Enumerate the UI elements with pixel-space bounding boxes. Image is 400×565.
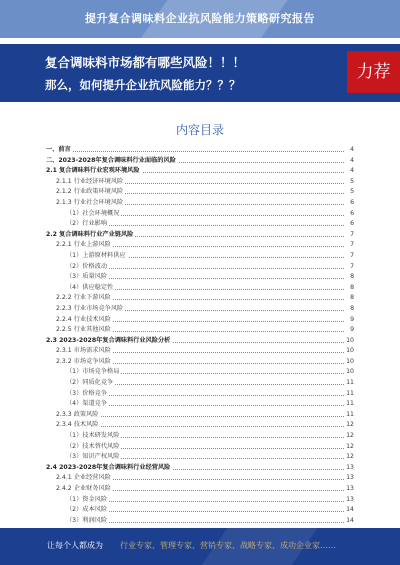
toc-entry-title: （2）行业影响 (46, 219, 109, 230)
toc-entry-page: 7 (348, 230, 354, 241)
footer-roles: 行业专家、管理专家、营销专家、战略专家、成功企业家…… (120, 541, 336, 550)
toc-entry[interactable] (46, 177, 354, 188)
toc-entry[interactable] (46, 262, 354, 273)
toc-entry-title: 2.1 复合调味料行业宏观环境风险 (46, 166, 142, 177)
toc-entry-title: 二、2023-2028年复合调味料行业面临的风险 (46, 156, 178, 167)
toc-entry-page: 4 (348, 145, 354, 156)
toc-entry[interactable] (46, 357, 354, 368)
toc-entry-title: 2.3.1 市场需求风险 (46, 346, 113, 357)
toc-entry-page: 8 (348, 272, 354, 283)
toc-entry[interactable] (46, 336, 354, 347)
toc-entry-title: （3）价格竞争 (46, 389, 109, 400)
toc-entry-page: 11 (344, 399, 354, 410)
toc-entry-page: 14 (344, 516, 354, 527)
toc-entry[interactable] (46, 145, 354, 156)
toc-entry-page: 7 (348, 262, 354, 273)
toc-entry-page: 9 (348, 325, 354, 336)
toc-entry-title: 2.1.2 行业政策环境风险 (46, 187, 125, 198)
recommend-badge: 力荐 (347, 51, 400, 93)
toc-entry-title: 2.4.1 企业经营风险 (46, 473, 113, 484)
toc-entry-page: 11 (344, 389, 354, 400)
toc-entry[interactable] (46, 240, 354, 251)
toc-entry[interactable] (46, 272, 354, 283)
toc-entry-title: （1）社会环境概况 (46, 209, 121, 220)
footer-slogan: 让每个人都成为 (47, 541, 103, 550)
toc-entry[interactable] (46, 209, 354, 220)
toc-entry-page: 4 (348, 156, 354, 167)
toc-entry[interactable] (46, 431, 354, 442)
toc-entry[interactable] (46, 399, 354, 410)
report-title: 提升复合调味料企业抗风险能力策略研究报告 (85, 12, 315, 25)
toc-entry[interactable] (46, 346, 354, 357)
toc-entry-page: 6 (348, 219, 354, 230)
toc-entry[interactable] (46, 315, 354, 326)
table-of-contents (46, 145, 354, 526)
toc-entry-page: 6 (348, 209, 354, 220)
toc-entry[interactable] (46, 251, 354, 262)
toc-entry-title: 2.3 2023-2028年复合调味料行业风险分析 (46, 336, 172, 347)
toc-entry-page: 12 (344, 431, 354, 442)
toc-entry[interactable] (46, 283, 354, 294)
toc-entry-page: 13 (344, 495, 354, 506)
toc-entry-title: （4）渠道竞争 (46, 399, 109, 410)
toc-entry[interactable] (46, 389, 354, 400)
toc-entry-page: 10 (344, 336, 354, 347)
toc-entry-page: 13 (344, 473, 354, 484)
toc-entry[interactable] (46, 325, 354, 336)
toc-entry[interactable] (46, 495, 354, 506)
toc-entry[interactable] (46, 156, 354, 167)
toc-entry-page: 12 (344, 442, 354, 453)
toc-entry-title: 2.2.2 行业下游风险 (46, 293, 113, 304)
toc-entry[interactable] (46, 166, 354, 177)
toc-entry-page: 9 (348, 315, 354, 326)
toc-leader-dots (46, 151, 344, 152)
toc-entry-title: 2.4 2023-2028年复合调味料行业经营风险 (46, 463, 172, 474)
toc-entry-page: 5 (348, 187, 354, 198)
toc-entry[interactable] (46, 442, 354, 453)
toc-entry-title: （4）供应稳定性 (46, 283, 115, 294)
toc-entry-title: 2.3.4 技术风险 (46, 420, 100, 431)
toc-entry-page: 5 (348, 177, 354, 188)
toc-entry-page: 10 (344, 367, 354, 378)
toc-entry-title: 2.2.1 行业上游风险 (46, 240, 113, 251)
toc-entry-title: 2.3.3 政策风险 (46, 410, 100, 421)
toc-entry[interactable] (46, 420, 354, 431)
toc-entry[interactable] (46, 198, 354, 209)
toc-entry[interactable] (46, 187, 354, 198)
toc-entry-page: 13 (344, 484, 354, 495)
toc-entry-title: （2）技术替代风险 (46, 442, 121, 453)
toc-entry[interactable] (46, 452, 354, 463)
toc-entry-title: 2.2.4 行业技术风险 (46, 315, 113, 326)
toc-entry-page: 7 (348, 240, 354, 251)
toc-entry[interactable] (46, 378, 354, 389)
toc-entry-title: （2）同质化竞争 (46, 378, 115, 389)
toc-entry[interactable] (46, 230, 354, 241)
toc-entry-title: （3）利润风险 (46, 516, 109, 527)
toc-entry-page: 11 (344, 410, 354, 421)
toc-entry-page: 11 (344, 378, 354, 389)
toc-entry[interactable] (46, 463, 354, 474)
toc-entry[interactable] (46, 367, 354, 378)
toc-entry-title: （1）上游原材料供应 (46, 251, 128, 262)
toc-entry-title: 2.2.3 行业市场竞争风险 (46, 304, 125, 315)
toc-entry[interactable] (46, 293, 354, 304)
toc-entry-title: （1）技术研发风险 (46, 431, 121, 442)
footer-band (0, 528, 400, 565)
toc-entry-title: 一、前言 (46, 145, 73, 156)
toc-entry[interactable] (46, 484, 354, 495)
toc-entry-page: 13 (344, 463, 354, 474)
toc-entry-title: （2）价格波动 (46, 262, 109, 273)
toc-entry-page: 8 (348, 283, 354, 294)
promo-banner (0, 44, 400, 102)
toc-entry-page: 6 (348, 198, 354, 209)
toc-entry-title: （3）质量风险 (46, 272, 109, 283)
toc-entry[interactable] (46, 410, 354, 421)
toc-entry-title: 2.4.2 企业财务风险 (46, 484, 113, 495)
toc-entry-title: 2.1.3 行业社会环境风险 (46, 198, 125, 209)
toc-entry-title: （1）市场竞争格局 (46, 367, 121, 378)
toc-entry-title: 2.2.5 行业其他风险 (46, 325, 113, 336)
toc-entry-page: 10 (344, 357, 354, 368)
banner-question: 复合调味料市场都有哪些风险！！！ (45, 55, 246, 70)
toc-entry[interactable] (46, 304, 354, 315)
toc-entry-title: 2.2 复合调味料行业产业链风险 (46, 230, 135, 241)
toc-entry-page: 8 (348, 293, 354, 304)
toc-entry[interactable] (46, 473, 354, 484)
toc-entry-page: 12 (344, 452, 354, 463)
toc-entry-title: （1）资金风险 (46, 495, 109, 506)
toc-entry-page: 8 (348, 304, 354, 315)
toc-entry-page: 12 (344, 420, 354, 431)
toc-entry-title: （2）成本风险 (46, 505, 109, 516)
toc-entry-page: 4 (348, 166, 354, 177)
report-header-band (0, 0, 400, 38)
toc-heading: 内容目录 (175, 123, 224, 137)
toc-entry-page: 14 (344, 505, 354, 516)
toc-entry[interactable] (46, 516, 354, 527)
toc-entry-page: 7 (348, 251, 354, 262)
banner-subquestion: 那么，如何提升企业抗风险能力？？？ (45, 78, 241, 92)
toc-entry-title: 2.3.2 市场竞争风险 (46, 357, 113, 368)
toc-entry[interactable] (46, 505, 354, 516)
toc-entry-page: 10 (344, 346, 354, 357)
toc-entry-title: （3）知识产权风险 (46, 452, 121, 463)
toc-entry[interactable] (46, 219, 354, 230)
toc-entry-title: 2.1.1 行业经济环境风险 (46, 177, 125, 188)
